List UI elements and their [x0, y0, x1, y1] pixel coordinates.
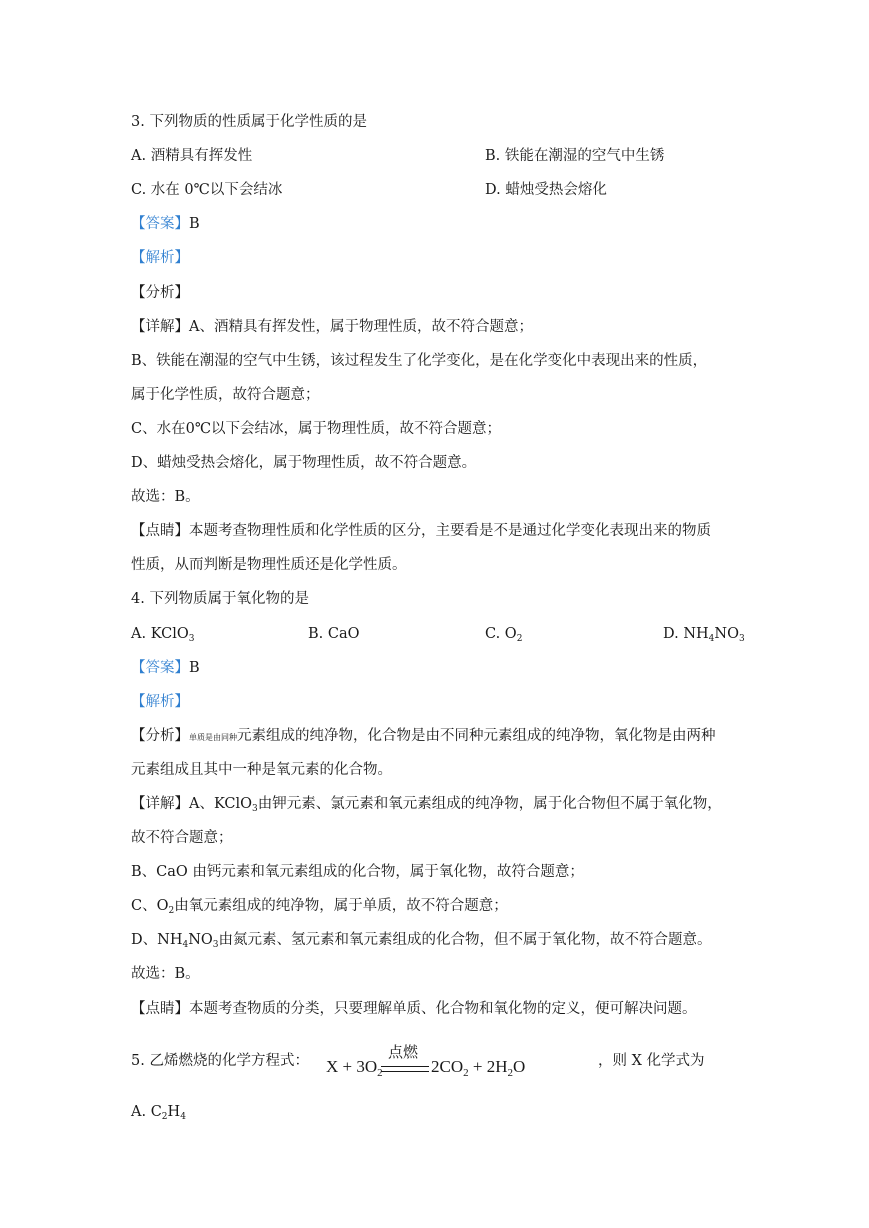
q3-answer-value: B: [189, 216, 200, 232]
q4-detail-d-text-1: D、NH: [131, 932, 183, 948]
q4-detail-tag: 【详解】: [131, 796, 189, 812]
q4-detail-a-text-1: A、KClO: [189, 796, 253, 812]
q4-fenxi-2: 元素组成且其中一种是氧元素的化合物。: [131, 762, 392, 778]
q4-option-a: [131, 624, 195, 644]
q5-option-a-sub-1: 2: [161, 1112, 168, 1122]
q3-analysis-tag: 【解析】: [131, 250, 189, 266]
q5-equation-rhs: [431, 1057, 525, 1077]
q5-option-a-text-1: A. C: [131, 1104, 162, 1120]
q3-option-b: B. 铁能在潮湿的空气中生锈: [485, 148, 665, 164]
q4-option-d-text-1: D. NH: [663, 626, 709, 642]
q3-detail-c: C、水在0℃以下会结冰，属于物理性质，故不符合题意；: [131, 421, 502, 437]
q3-detail-a-text: A、酒精具有挥发性，属于物理性质，故不符合题意；: [189, 319, 533, 335]
q4-comment: [131, 999, 697, 1019]
q4-comment-text: 本题考查物质的分类，只要理解单质、化合物和氧化物的定义，便可解决问题。: [189, 1001, 697, 1017]
q5-option-a-sub-2: 4: [180, 1112, 186, 1122]
q3-comment-2: 性质，从而判断是物理性质还是化学性质。: [131, 557, 407, 573]
q3-option-a: A. 酒精具有挥发性: [131, 148, 253, 164]
q3-choose: 故选：B。: [131, 489, 200, 505]
q4-choose: 故选：B。: [131, 966, 200, 982]
q5-option-a-text-2: H: [167, 1104, 181, 1120]
q5-equation-arrow: [381, 1066, 429, 1072]
q4-detail-a: [131, 794, 722, 814]
q4-detail-a-sub: 3: [252, 804, 258, 814]
q5-equation-lhs: [326, 1057, 383, 1077]
q4-fenxi-tag: 【分析】: [131, 728, 189, 744]
q4-option-c-text: C. O: [485, 626, 517, 642]
q5-eq-rhs-text-3: O: [513, 1057, 526, 1076]
q5-stem-suffix: ，则 X 化学式为: [598, 1053, 705, 1069]
q3-detail-d: D、蜡烛受热会熔化，属于物理性质，故不符合题意。: [131, 455, 477, 471]
q5-eq-rhs-sub-2: 2: [507, 1067, 513, 1079]
q5-equation-condition: 点燃: [388, 1043, 419, 1061]
q5-eq-lhs-sub: 2: [377, 1067, 383, 1079]
q5-eq-rhs-text-1: 2CO: [431, 1057, 464, 1076]
q3-detail-b2: 属于化学性质，故符合题意；: [131, 387, 320, 403]
q5-equation: [326, 1043, 596, 1083]
q3-stem: 3. 下列物质的性质属于化学性质的是: [131, 114, 367, 130]
q4-detail-a2: 故不符合题意；: [131, 830, 233, 846]
q4-answer-line: [131, 658, 200, 678]
q4-detail-d: [131, 930, 712, 950]
q3-option-c: C. 水在 0℃以下会结冰: [131, 182, 283, 198]
q4-detail-a-text-2: 由钾元素、氯元素和氧元素组成的纯净物，属于化合物但不属于氧化物，: [257, 796, 722, 812]
q3-detail-a: [131, 317, 533, 337]
q5-eq-lhs-text: X + 3O: [326, 1057, 378, 1076]
q4-option-c: [485, 624, 522, 644]
q4-comment-tag: 【点睛】: [131, 1001, 189, 1017]
q3-option-d: D. 蜡烛受热会熔化: [485, 182, 607, 198]
q4-analysis-tag: 【解析】: [131, 694, 189, 710]
q4-option-d: [663, 624, 745, 644]
q3-answer-line: [131, 214, 200, 234]
q4-option-d-sub-2: 3: [738, 634, 745, 644]
q4-option-b: B. CaO: [308, 626, 360, 642]
q3-comment-tag: 【点睛】: [131, 523, 189, 539]
q3-detail-b1: B、铁能在潮湿的空气中生锈，该过程发生了化学变化，是在化学变化中表现出来的性质，: [131, 353, 708, 369]
q4-option-a-text: A. KClO: [131, 626, 189, 642]
q3-comment-1: [131, 521, 711, 541]
q4-stem: 4. 下列物质属于氧化物的是: [131, 591, 309, 607]
q4-detail-b: B、CaO 由钙元素和氧元素组成的化合物，属于氧化物，故符合题意；: [131, 864, 584, 880]
q3-answer-tag: 【答案】: [131, 216, 189, 232]
q4-detail-c: [131, 896, 508, 916]
q4-option-d-sub-1: 4: [708, 634, 715, 644]
q4-detail-d-sub-1: 4: [182, 940, 189, 950]
q4-option-c-sub: 2: [516, 634, 523, 644]
q4-answer-tag: 【答案】: [131, 660, 189, 676]
q4-answer-value: B: [189, 660, 200, 676]
q4-detail-d-text-3: 由氮元素、氢元素和氧元素组成的化合物，但不属于氧化物，故不符合题意。: [218, 932, 712, 948]
q5-stem-prefix: 5. 乙烯燃烧的化学方程式：: [131, 1053, 309, 1069]
q3-fenxi-tag: 【分析】: [131, 285, 189, 301]
q4-detail-d-sub-2: 3: [212, 940, 219, 950]
q3-detail-tag: 【详解】: [131, 319, 189, 335]
q4-option-a-sub: 3: [188, 634, 195, 644]
q4-detail-c-text-2: 由氧元素组成的纯净物，属于单质，故不符合题意；: [174, 898, 508, 914]
q5-eq-rhs-text-2: + 2H: [468, 1057, 508, 1076]
q4-option-d-text-2: NO: [714, 626, 739, 642]
q5-eq-rhs-sub-1: 2: [463, 1067, 469, 1079]
q4-fenxi-1: [131, 726, 716, 748]
q5-option-a: [131, 1102, 186, 1122]
q4-detail-c-text-1: C、O: [131, 898, 169, 914]
q4-fenxi-small-text: 单质是由同种: [189, 733, 237, 742]
q4-detail-c-sub: 2: [168, 906, 175, 916]
q4-fenxi-text-1: 元素组成的纯净物，化合物是由不同种元素组成的纯净物，氧化物是由两种: [237, 728, 716, 744]
q3-comment-text-1: 本题考查物理性质和化学性质的区分，主要看是不是通过化学变化表现出来的物质: [189, 523, 711, 539]
q4-detail-d-text-2: NO: [188, 932, 213, 948]
